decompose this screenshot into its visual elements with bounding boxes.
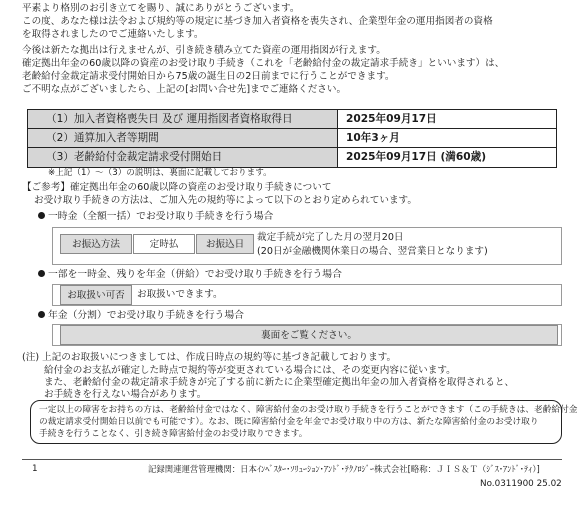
notice-line-1: 一定以上の障害をお持ちの方は、老齢給付金ではなく、障害給付金のお受け取り手続きを行うことができます（この手続きは、老齢給付金 [39, 405, 578, 415]
pension-title-text: 年金（分割）でお受け取り手続きを行う場合 [48, 310, 244, 321]
notice-line-3: 手続きを行うことなく、引き続き障害給付金のお受け取りできます。 [39, 429, 308, 439]
reference-description: お受け取り手続きの方法は、ご加入先の規約等によって以下のとおり定められています。 [34, 195, 417, 206]
bullet-icon [38, 270, 45, 277]
intro-line-3: を取得されましたのでご連絡いたします。 [22, 29, 204, 40]
page-number: 1 [32, 464, 38, 474]
table-row [28, 110, 556, 129]
pension-see-reverse: 裏面をご覧ください。 [60, 325, 558, 345]
note-line-2: 給付金のお支払が確定した時点で規約等が変更されている場合には、その変更内容に従います。 [44, 365, 456, 376]
transfer-date-header: お振込日 [196, 234, 254, 254]
document-number: No.0311900 25.02 [480, 479, 562, 489]
intro-line-4: 今後は新たな拠出は行えませんが、引き続き積み立てた資産の運用指図が行えます。 [22, 45, 386, 56]
transfer-method-header: お振込方法 [60, 234, 132, 254]
intro-line-2: この度、あなた様は法令および規約等の規定に基づき加入者資格を喪失され、企業型年金の運用指図者の資格 [22, 16, 493, 27]
row-label: （2）通算加入者等期間 [28, 129, 338, 147]
pension-section-title [38, 310, 244, 322]
status-summary-table [27, 109, 557, 168]
lump-sum-title-text: 一時金（全額一括）でお受け取り手続きを行う場合 [48, 211, 274, 222]
row-value: 2025年09月17日 (満60歳) [346, 151, 487, 163]
record-keeper-info: 記録関連運営管理機関：日本ｲﾝﾍﾞｽﾀｰ･ｿﾘｭｰｼｮﾝ･ｱﾝﾄﾞ･ﾃｸﾉﾛｼﾞｰ株式会社[略称：ＪＩＳ＆Ｔ（ｼﾞｽ･ｱﾝﾄﾞ･ﾃｨ）] [148, 464, 540, 474]
table-row [28, 129, 556, 148]
note-line-4: お手続きを行えない場合があります。 [44, 389, 207, 400]
intro-line-5: 確定拠出年金の60歳以降の資産のお受け取り手続き（これを「老齢給付金の裁定請求手続き」といいます）は、 [22, 58, 505, 69]
mixed-availability-value: お取扱いできます。 [133, 285, 323, 305]
disability-benefit-notice [30, 400, 578, 444]
intro-line-6: 老齢給付金裁定請求受付開始日から75歳の誕生日の2日前までに行うことができます。 [22, 71, 395, 82]
table-row [28, 148, 556, 167]
row-value: 10年3ヶ月 [346, 132, 400, 144]
bullet-icon [38, 212, 45, 219]
lump-sum-section-title [38, 211, 273, 223]
mixed-availability-header: お取扱い可否 [60, 285, 132, 305]
transfer-date-value-1: 裁定手続が完了した月の翌月20日 [257, 232, 404, 243]
reference-heading: 【ご参考】確定拠出年金の60歳以降の資産のお受け取り手続きについて [22, 182, 332, 193]
row-value: 2025年09月17日 [346, 113, 437, 125]
table-note: ※上記（1）～（3）の説明は、裏面に記載しております。 [48, 168, 272, 178]
notice-line-2: の裁定請求受付開始日以前でも可能です）。なお、既に障害給付金を年金でお受け取り中の方は、新たな障害給付金のお受け取り [39, 417, 539, 427]
row-label: （3）老齢給付金裁定請求受付開始日 [28, 148, 338, 167]
transfer-method-value: 定時払 [133, 234, 195, 254]
bullet-icon [38, 311, 45, 318]
intro-line-1: 平素より格別のお引き立てを賜り、誠にありがとうございます。 [22, 3, 300, 14]
note-line-1: (注) 上記のお取扱いにつきましては、作成日時点の規約等に基づき記載しております。 [22, 352, 397, 363]
note-line-3: また、老齢給付金の裁定請求手続きが完了する前に新たに企業型確定拠出年金の加入者資格を取得されると、 [44, 377, 515, 388]
intro-line-7: ご不明な点がございましたら、上記の[お問い合せ先]までご連絡ください。 [22, 84, 347, 95]
transfer-date-value-2: (20日が金融機関休業日の場合、翌営業日となります) [257, 246, 488, 257]
mixed-title-text: 一部を一時金、残りを年金（併給）でお受け取り手続きを行う場合 [48, 269, 342, 280]
row-label: （1）加入者資格喪失日 及び 運用指図者資格取得日 [28, 110, 338, 128]
mixed-section-title [38, 269, 342, 281]
footer-divider [22, 459, 562, 460]
